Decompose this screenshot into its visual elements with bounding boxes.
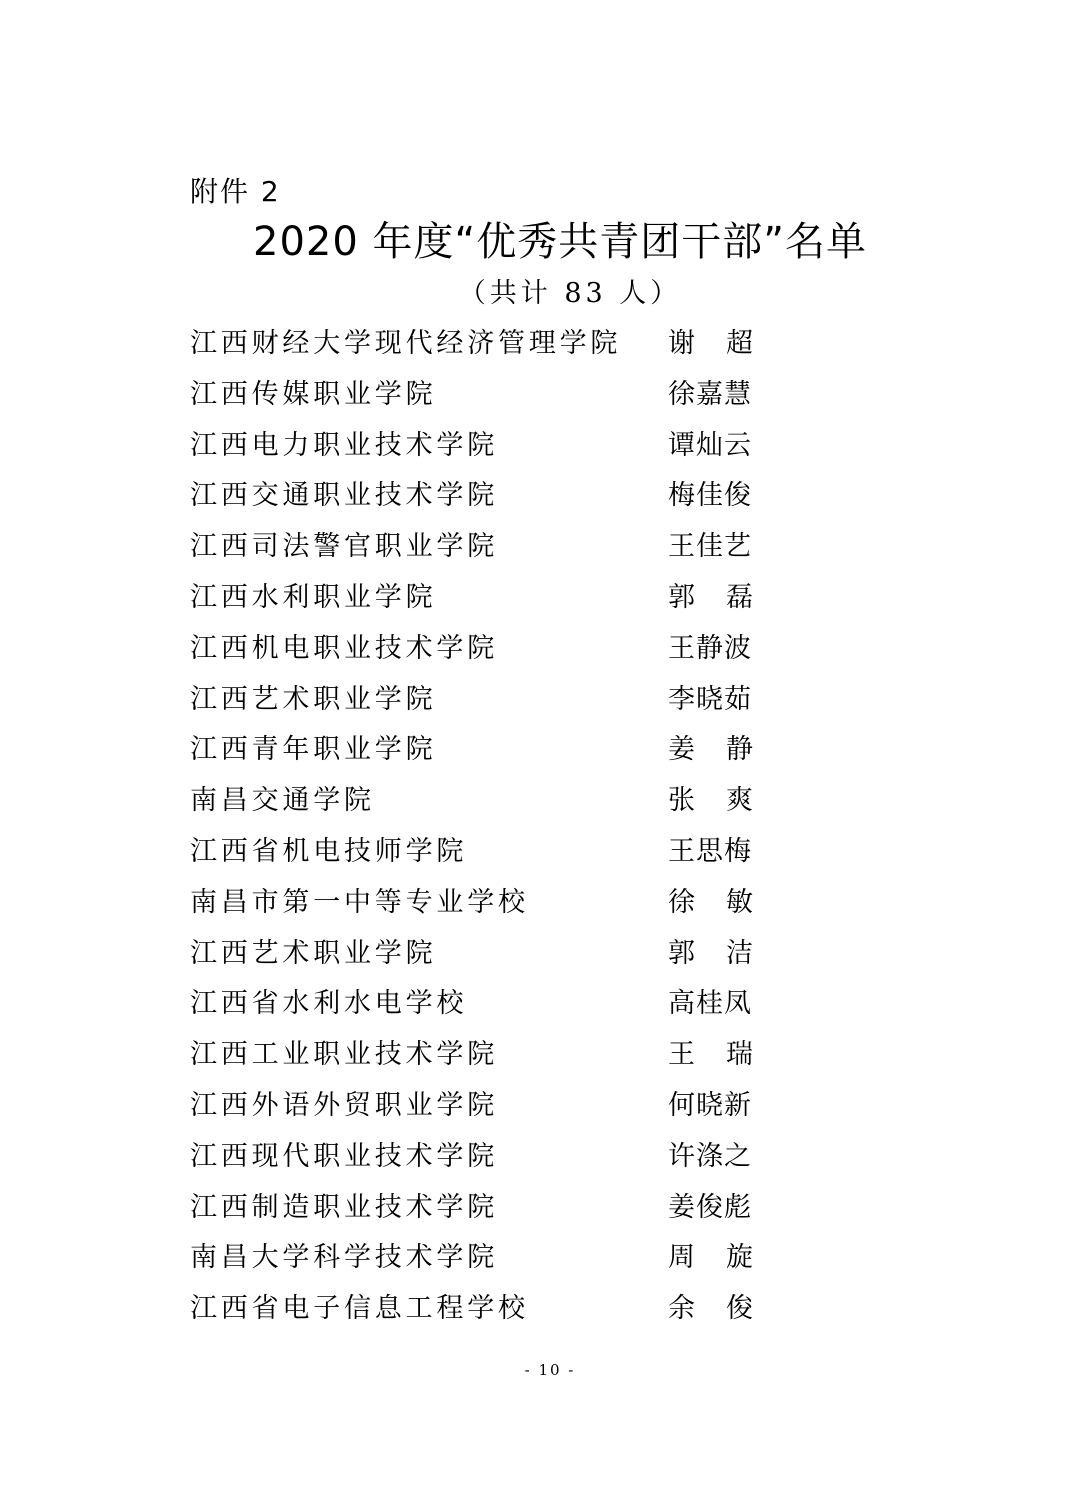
- list-item: [190, 473, 790, 524]
- unit-name: 江西传媒职业学院: [190, 378, 437, 410]
- list-item: [190, 423, 790, 474]
- list-item: [190, 677, 790, 728]
- list-item: [190, 981, 790, 1032]
- person-name: 梅佳俊: [668, 480, 752, 512]
- unit-name: 江西省机电技师学院: [190, 835, 468, 867]
- list-item: [190, 778, 790, 829]
- person-name: 郭 洁: [668, 937, 754, 969]
- person-name: 张 爽: [668, 785, 754, 817]
- list-item: [190, 727, 790, 778]
- list-item: [190, 1134, 790, 1185]
- unit-name: 南昌交通学院: [190, 785, 375, 817]
- person-name: 徐 敏: [668, 886, 754, 918]
- person-name: 徐嘉慧: [668, 378, 752, 410]
- list-item: [190, 1032, 790, 1083]
- unit-name: 江西机电职业技术学院: [190, 632, 498, 664]
- unit-name: 江西司法警官职业学院: [190, 531, 498, 563]
- list-item: [190, 626, 790, 677]
- list-item: [190, 829, 790, 880]
- person-name: 周 旋: [668, 1242, 754, 1274]
- list-item: [190, 1286, 790, 1337]
- list-item: [190, 931, 790, 982]
- unit-name: 江西水利职业学院: [190, 581, 437, 613]
- person-name: 姜俊彪: [668, 1191, 752, 1223]
- person-name: 许涤之: [668, 1140, 752, 1172]
- person-name: 王 瑞: [668, 1039, 754, 1071]
- attachment-label: 附件 2: [190, 175, 281, 208]
- unit-name: 江西艺术职业学院: [190, 683, 437, 715]
- unit-name: 江西省水利水电学校: [190, 988, 468, 1020]
- list-item: [190, 372, 790, 423]
- unit-name: 江西现代职业技术学院: [190, 1140, 498, 1172]
- unit-name: 江西工业职业技术学院: [190, 1039, 498, 1071]
- person-name: 谭灿云: [668, 429, 752, 461]
- honoree-list: [190, 321, 790, 1337]
- unit-name: 南昌市第一中等专业学校: [190, 886, 529, 918]
- document-title: 2020 年度“优秀共青团干部”名单: [253, 219, 867, 265]
- list-item: [190, 1083, 790, 1134]
- list-item: [190, 1185, 790, 1236]
- unit-name: 江西青年职业学院: [190, 734, 437, 766]
- list-item: [190, 524, 790, 575]
- person-name: 王佳艺: [668, 531, 752, 563]
- person-name: 李晓茹: [668, 683, 752, 715]
- list-item: [190, 321, 790, 372]
- person-name: 王思梅: [668, 835, 752, 867]
- unit-name: 江西制造职业技术学院: [190, 1191, 498, 1223]
- list-item: [190, 1235, 790, 1286]
- person-name: 高桂凤: [668, 988, 752, 1020]
- person-name: 王静波: [668, 632, 752, 664]
- person-name: 何晓新: [668, 1089, 752, 1121]
- unit-name: 江西外语外贸职业学院: [190, 1089, 498, 1121]
- unit-name: 江西省电子信息工程学校: [190, 1293, 529, 1325]
- unit-name: 江西财经大学现代经济管理学院: [190, 328, 622, 359]
- person-name: 谢 超: [668, 328, 754, 359]
- person-name: 余 俊: [668, 1293, 754, 1325]
- person-name: 姜 静: [668, 734, 754, 766]
- unit-name: 南昌大学科学技术学院: [190, 1242, 498, 1274]
- person-name: 郭 磊: [668, 581, 754, 613]
- page-number: - 10 -: [524, 1361, 576, 1379]
- unit-name: 江西交通职业技术学院: [190, 480, 498, 512]
- list-item: [190, 575, 790, 626]
- unit-name: 江西电力职业技术学院: [190, 429, 498, 461]
- unit-name: 江西艺术职业学院: [190, 937, 437, 969]
- document-subtitle: （共计 83 人）: [458, 278, 682, 309]
- list-item: [190, 880, 790, 931]
